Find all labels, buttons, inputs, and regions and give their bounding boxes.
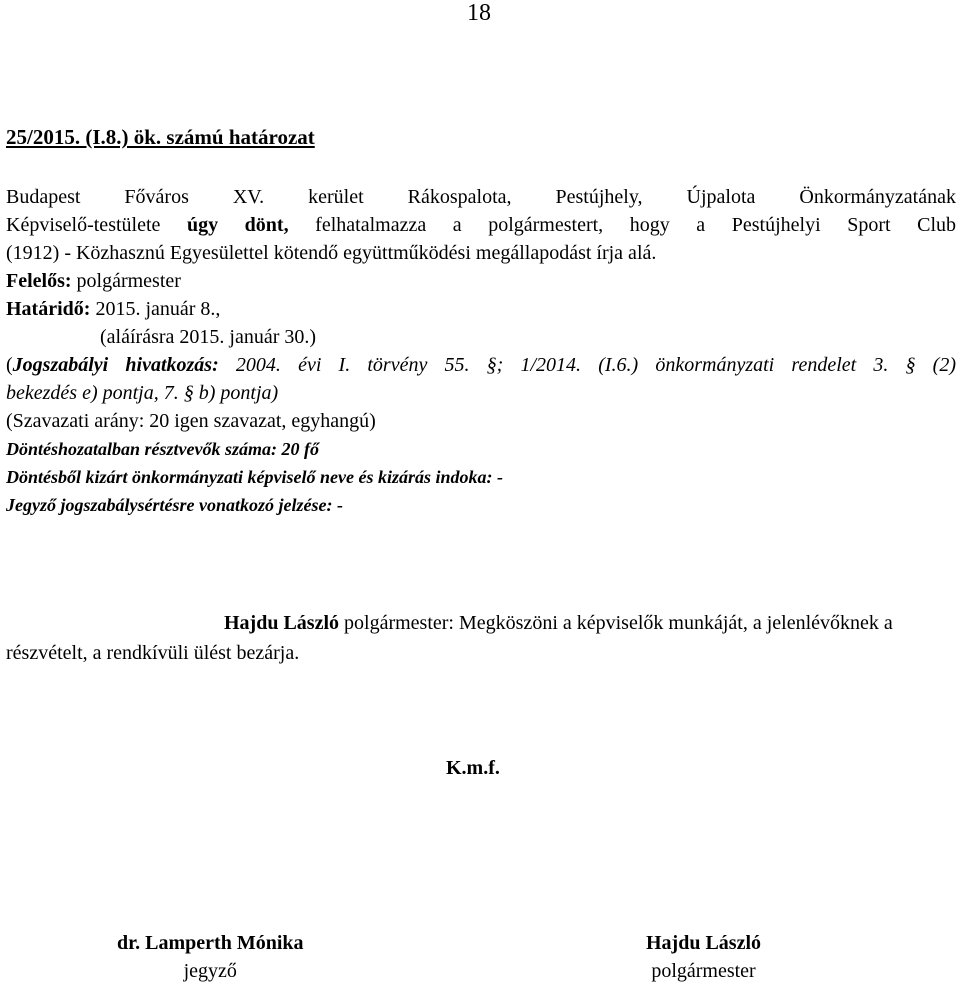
signature-notary	[117, 929, 304, 985]
responsible-value: polgármester	[76, 270, 181, 292]
notary-note-row: Jegyző jogszabálysértésre vonatkozó jelzése: -	[6, 495, 343, 515]
legal-ref-label: Jogszabályi hivatkozás:	[12, 354, 219, 376]
signature-name: dr. Lamperth Mónika	[117, 932, 304, 954]
closing-speaker: Hajdu László	[224, 612, 340, 634]
decision-line-1: Budapest Főváros XV. kerület Rákospalota, Pestújhely, Újpalota Önkormányzatának	[6, 186, 956, 208]
decision-line-2-post: felhatalmazza a polgármestert, hogy a Pestújhelyi Sport Club	[315, 214, 957, 236]
responsible-row	[6, 267, 956, 295]
legal-ref-row-2: bekezdés e) pontja, 7. § b) pontja)	[6, 382, 279, 404]
page-number: 18	[467, 0, 491, 26]
decision-line-2	[6, 211, 956, 239]
decision-line-2-pre: Képviselő-testülete	[6, 214, 161, 236]
resolution-body	[6, 183, 956, 519]
decision-verb: úgy dönt,	[186, 214, 289, 236]
decision-line-3: (1912) - Közhasznú Egyesülettel kötendő együttműködési megállapodást írja alá.	[6, 242, 657, 264]
resolution-title: 25/2015. (I.8.) ök. számú határozat	[6, 125, 315, 149]
closing-text: polgármester: Megköszöni a képviselők munkáját, a jelenlévőknek a részvételt, a rendkívüli ülést bezárja.	[6, 612, 893, 664]
kmf-mark: K.m.f.	[446, 757, 500, 779]
responsible-label: Felelős:	[6, 270, 72, 292]
signature-name: Hajdu László	[646, 932, 762, 954]
deadline-label: Határidő:	[6, 298, 91, 320]
deadline-row-2: (aláírásra 2015. január 30.)	[100, 326, 317, 348]
participants-row: Döntéshozatalban résztvevők száma: 20 fő	[6, 439, 320, 459]
signature-role: jegyző	[183, 960, 237, 982]
closing-paragraph	[6, 608, 956, 668]
vote-row: (Szavazati arány: 20 igen szavazat, egyhangú)	[6, 410, 376, 432]
signature-role: polgármester	[651, 960, 756, 982]
legal-ref-text-1: 2004. évi I. törvény 55. §; 1/2014. (I.6.) önkormányzati rendelet 3. § (2)	[235, 354, 956, 376]
legal-ref-row-1: (Jogszabályi hivatkozás: 2004. évi I. törvény 55. §; 1/2014. (I.6.) önkormányzati rendelet 3. § (2)	[6, 354, 956, 376]
deadline-row	[6, 295, 956, 323]
signature-mayor	[646, 929, 761, 985]
excluded-row: Döntésből kizárt önkormányzati képviselő neve és kizárás indoka: -	[6, 467, 504, 487]
deadline-value: 2015. január 8.,	[95, 298, 221, 320]
